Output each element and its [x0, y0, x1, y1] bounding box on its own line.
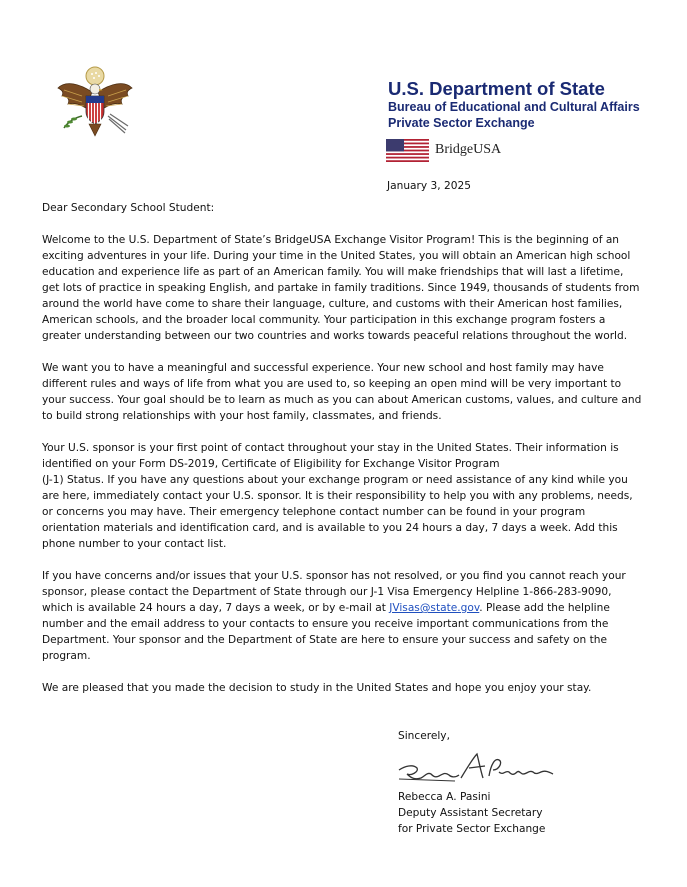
email-link[interactable]: JVisas@state.gov [389, 602, 480, 614]
helpline-text-rest: . Please add the helpline number and the email address to your contacts to ensure you receive important communications from the Department. Your sponsor and the Department of State are here to ensure your success and safety on the program. [42, 602, 610, 662]
paragraph-helpline [42, 568, 642, 664]
paragraph-closing: We are pleased that you made the decision to study in the United States and hope you enjoy your stay. [42, 682, 592, 694]
letterhead [388, 78, 640, 131]
signer-office: for Private Sector Exchange [398, 823, 546, 835]
signature-block [398, 789, 545, 837]
signer-name: Rebecca A. Pasini [398, 791, 491, 803]
paragraph-sponsor [42, 440, 642, 552]
closing: Sincerely, [398, 730, 450, 742]
letter-body [42, 200, 642, 712]
signer-title: Deputy Assistant Secretary [398, 807, 543, 819]
paragraph-sponsor-rest: (J-1) Status. If you have any questions about your exchange program or need assistance of any kind while you are here, immediately contact your U.S. sponsor. It is their responsibility to help you with any problems, needs, or concerns you may have. Their emergency telephone contact number can be found in your program orientation materials and identification card, and is available to you 24 hours a day, 7 days a week. Add this phone number to your contact list. [42, 474, 633, 550]
salutation: Dear Secondary School Student: [42, 202, 215, 214]
department-name: U.S. Department of State [388, 78, 605, 99]
helpline-text: If you have concerns and/or issues that your U.S. sponsor has not resolved, or you find you cannot reach your sponsor, please contact the Department of State through our J-1 Visa Emergency Helpline 1-866-283-9090, which is available 24 hours a day, 7 days a week, or by e-mail at [42, 570, 626, 614]
paragraph-sponsor-line: Your U.S. sponsor is your first point of contact throughout your stay in the United States. Their information is identified on your Form DS-2019, Certificate of Eligibility for Exchange Visitor Program [42, 442, 619, 470]
us-flag-icon [386, 139, 429, 162]
great-seal-icon [52, 62, 138, 144]
signature-image [395, 748, 560, 786]
paragraph-experience: We want you to have a meaningful and successful experience. Your new school and host family may have different rules and ways of life from what you are used to, so keeping an open mind will be very important to your success. Your goal should be to learn as much as you can about American customs, values, and culture and to build strong relationships with your host family, classmates, and friends. [42, 362, 642, 422]
paragraph-welcome: Welcome to the U.S. Department of State’s BridgeUSA Exchange Visitor Program! This is the beginning of an exciting adventures in your life. During your time in the United States, you will obtain an American high school education and experience life as part of an American family. You will make friendships that will last a lifetime, get lots of practice in speaking English, and partake in family traditions. Since 1949, thousands of students from around the world have come to share their language, culture, and customs with their American host families, American schools, and the broader local community. Your participation in this exchange program fosters a greater understanding between our two countries and works towards peaceful relations throughout the world. [42, 234, 640, 342]
letter-date: January 3, 2025 [387, 180, 471, 192]
bridgeusa-logo: BridgeUSA [435, 142, 502, 157]
bureau-name: Bureau of Educational and Cultural Affairs [388, 100, 640, 114]
office-name: Private Sector Exchange [388, 116, 535, 130]
